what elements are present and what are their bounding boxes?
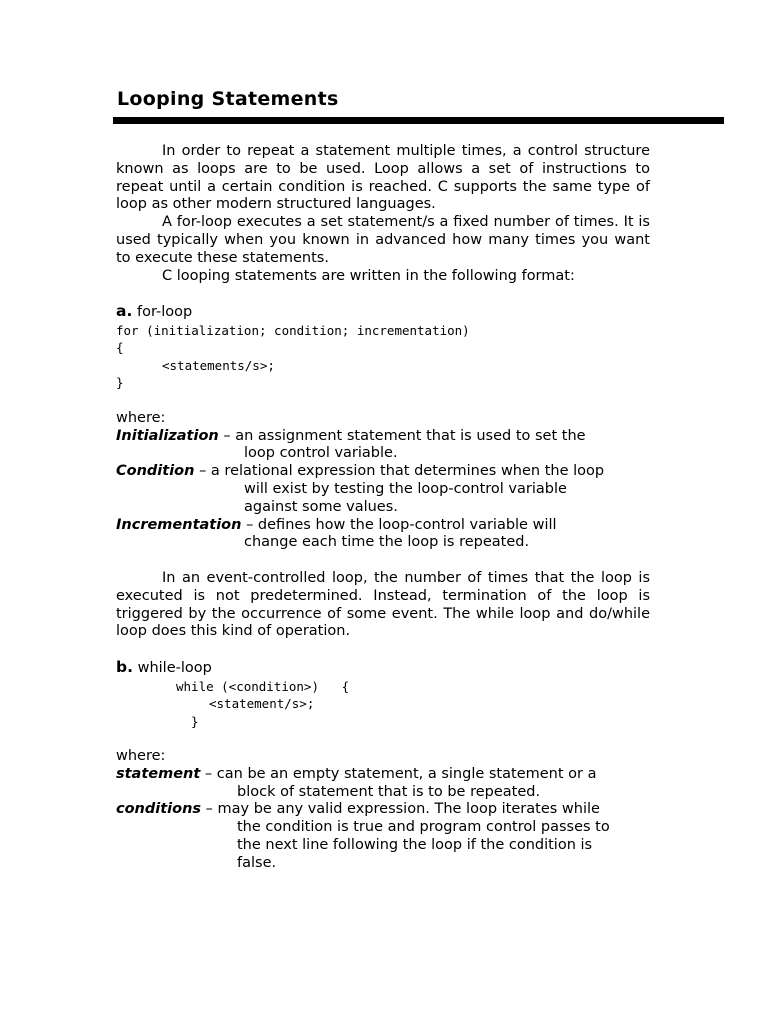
for-loop-code	[116, 322, 650, 392]
definition-text: – defines how the loop-control variable will	[241, 516, 557, 533]
definition-term: Condition	[116, 463, 195, 480]
definition-text: loop control variable.	[244, 445, 398, 462]
title-rule	[113, 117, 724, 124]
while-where-label: where:	[116, 748, 166, 765]
page-title: Looping Statements	[117, 88, 339, 110]
code-line: }	[191, 713, 199, 729]
definition-text: against some values.	[244, 498, 398, 515]
code-line: <statements/s>;	[162, 357, 275, 373]
intro-paragraph-3: C looping statements are written in the following format:	[162, 267, 575, 284]
definition-text: – a relational expression that determines when the loop	[194, 463, 605, 480]
definition-text: change each time the loop is repeated.	[244, 534, 530, 551]
definition-text: block of statement that is to be repeated.	[237, 783, 541, 800]
definition-text: – an assignment statement that is used to set the	[218, 427, 586, 444]
definition-condition	[116, 463, 650, 516]
event-controlled-paragraph: In an event-controlled loop, the number of times that the loop is executed is not predetermined. Instead, termination of the loop is triggered by the occurrence of some event. The while loop and do/while loop does this kind of operation.	[116, 569, 650, 640]
intro-paragraph-2: A for-loop executes a set statement/s a fixed number of times. It is used typically when you known in advanced how many times you want to execute these statements.	[116, 214, 650, 266]
code-line: for (initialization; condition; incrementation)	[116, 322, 470, 338]
definition-incrementation	[116, 517, 650, 553]
code-line: while (<condition>) {	[176, 678, 350, 694]
definition-text: the condition is true and program control passes to	[237, 819, 610, 836]
definition-text: the next line following the loop if the condition is	[237, 837, 593, 853]
definition-text: – can be an empty statement, a single statement or a	[200, 765, 597, 782]
for-where-label: where:	[116, 409, 166, 426]
while-loop-letter: b.	[116, 657, 133, 676]
intro-paragraph-1: In order to repeat a statement multiple times, a control structure known as loops are to be used. Loop allows a set of instructions to repeat until a certain condition is reached. C supports the same type of loop as other modern structured languages.	[116, 143, 650, 213]
definition-term: Incrementation	[116, 516, 242, 533]
for-loop-heading	[116, 303, 650, 322]
for-loop-label: for-loop	[136, 304, 193, 321]
while-loop-label: while-loop	[137, 659, 212, 676]
while-loop-heading	[116, 659, 650, 678]
code-line: <statement/s>;	[209, 696, 315, 712]
definition-term: statement	[116, 765, 201, 782]
definition-term: Initialization	[116, 427, 219, 444]
definition-term: conditions	[116, 801, 202, 818]
definition-text: will exist by testing the loop-control variable	[244, 480, 567, 497]
for-loop-letter: a.	[116, 302, 133, 321]
definition-text: false.	[237, 854, 277, 871]
definition-statement	[116, 766, 650, 802]
definition-conditions	[116, 801, 650, 872]
document-body	[116, 143, 650, 873]
code-line: {	[116, 340, 124, 356]
code-line: }	[116, 375, 124, 391]
definition-initialization	[116, 428, 650, 464]
definition-text: – may be any valid expression. The loop iterates while	[201, 801, 600, 818]
while-loop-code	[116, 678, 650, 731]
